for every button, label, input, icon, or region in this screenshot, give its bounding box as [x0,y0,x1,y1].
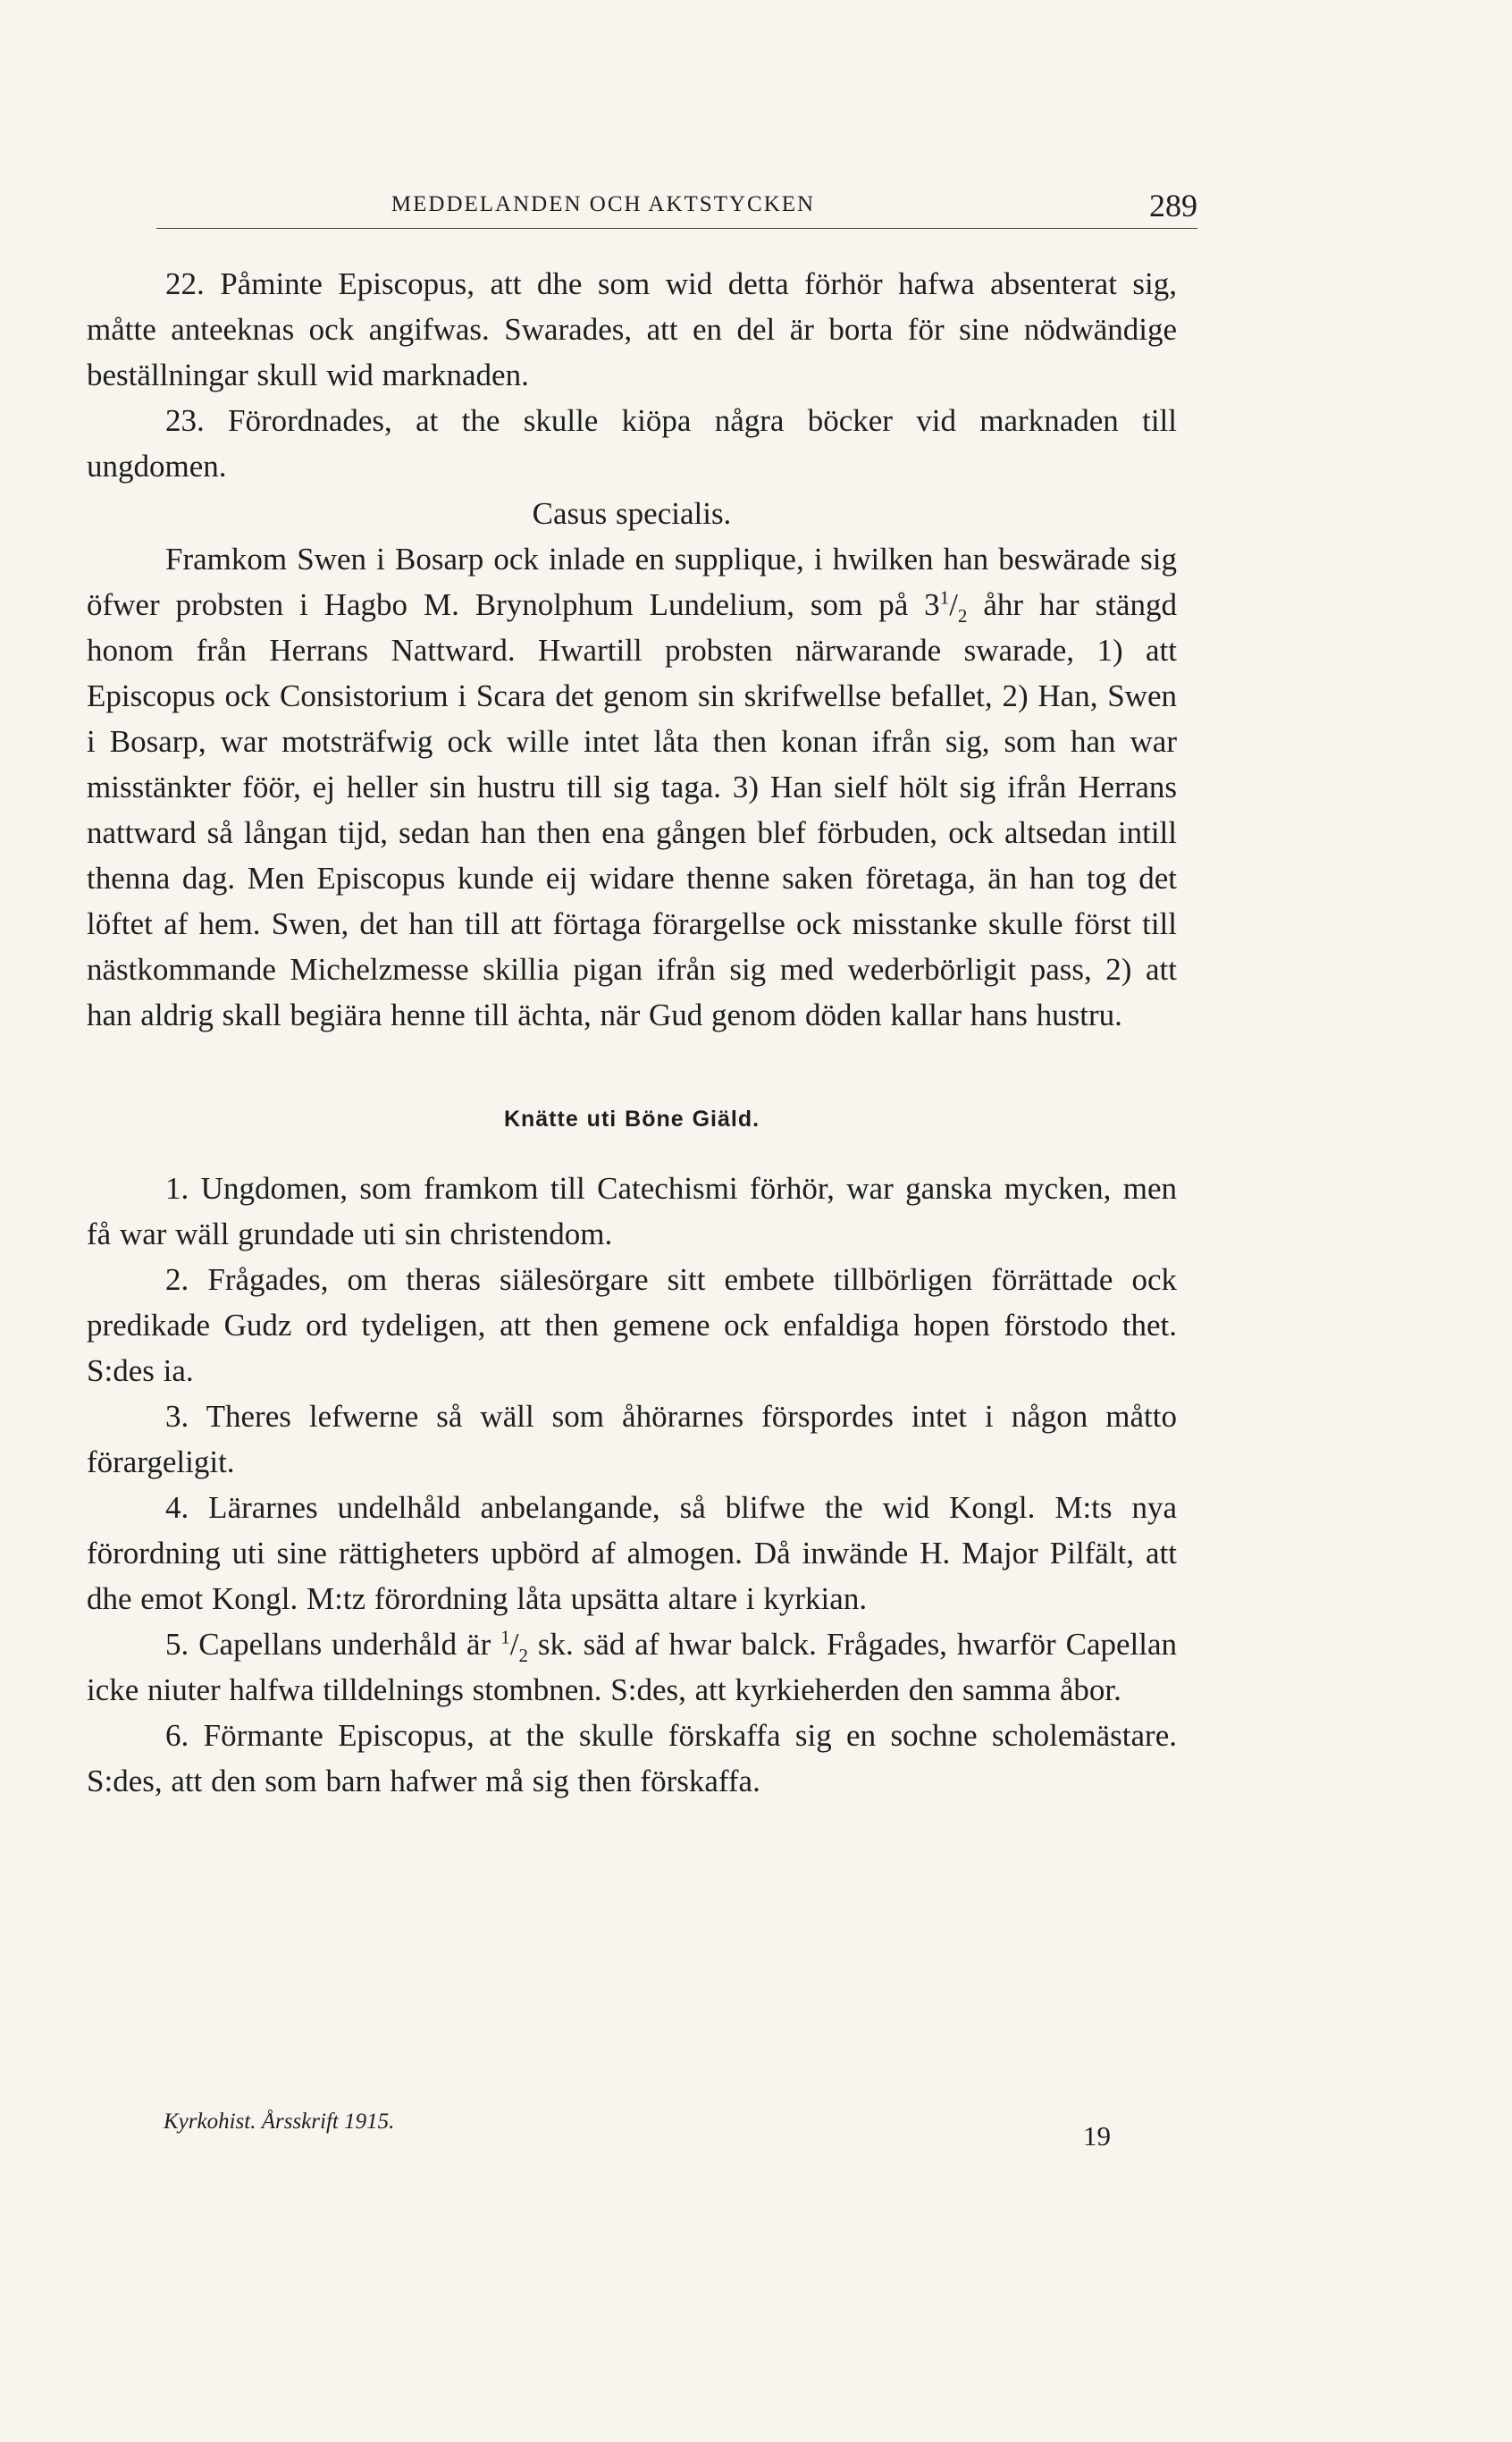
body-text [87,261,1177,1804]
casus-fraction-numerator: 1 [939,586,950,609]
item5-fraction-slash: / [509,1627,519,1662]
paragraph-23: 23. Förordnades, at the skulle kiöpa några böcker vid marknaden till ungdomen. [87,403,1177,484]
paragraph-5 [87,1621,1177,1713]
paragraph-1: 1. Ungdomen, som framkom till Catechismi förhör, war ganska mycken, men få war wäll grundade uti sin christendom. [87,1171,1177,1251]
item5-fraction-denominator: 2 [518,1645,528,1666]
casus-text-part1: Framkom Swen i Bosarp ock inlade en supplique, i hwilken han beswärade sig öfwer probsten i Hagbo M. Brynolphum Lundelium, som på 3 [87,542,1177,622]
page-number: 289 [1149,188,1197,223]
item5-text-part1: 5. Capellans underhåld är [165,1627,501,1662]
paragraph-3: 3. Theres lefwerne så wäll som åhörarnes förspordes intet i någon måtto förargeligit. [87,1399,1177,1479]
paragraph-22: 22. Påminte Episcopus, att dhe som wid detta förhör hafwa absenterat sig, måtte anteeknas ock angifwas. Swarades, att en del är borta för sine nödwändige beställningar skull wid marknaden. [87,266,1177,392]
running-title: MEDDELANDEN OCH AKTSTYCKEN [391,192,816,216]
page-footer [164,2109,1111,2154]
casus-fraction-slash: / [949,587,958,622]
casus-fraction-denominator: 2 [957,605,968,627]
item5-fraction-numerator: 1 [500,1626,510,1648]
section-heading-casus: Casus specialis. [532,496,732,531]
running-header [156,183,1197,229]
paragraph-casus [87,536,1177,1038]
item5-text-part2: sk. säd af hwar balck. Frågades, hwarför Capellan icke niuter halfwa tilldelnings stombnen. S:des, att kyrkieherden den samma åbor. [87,1627,1178,1707]
casus-text-part2: åhr har stängd honom från Herrans Nattward. Hwartill probsten närwarande swarade, 1) att Episcopus ock Consistorium i Scara det genom sin skrifwellse befallet, 2) Han, Swen i Bosarp, war motsträfwig ock wille intet låta then konan ifrån sig, som han war misstänkter föör, ej heller sin hustru till sig taga. 3) Han sielf hölt sig ifrån Herrans nattward så långan tijd, sedan han then ena gången blef förbuden, ock altsedan intill thenna dag. Men Episcopus kunde eij widare thenne saken företaga, än han tog det löftet af hem. Swen, det han till att förtaga förargellse ock misstanke skulle först till nästkommande Michelzmesse skillia pigan ifrån sig med wederbörligit pass, 2) att han aldrig skall begiära henne till ächta, när Gud genom döden kallar hans hustru. [87,587,1177,1032]
paragraph-2: 2. Frågades, om theras siälesörgare sitt embete tillbörligen förrättade ock predikade Gudz ord tydeligen, att then gemene ock enfaldiga hopen förstodo thet. S:des ia. [87,1262,1177,1388]
journal-citation: Kyrkohist. Årsskrift 1915. [164,2109,395,2134]
paragraph-6: 6. Förmante Episcopus, at the skulle förskaffa sig en sochne scholemästare. S:des, att den som barn hafwer må sig then förskaffa. [87,1718,1177,1798]
section-heading-parish: Knätte uti Böne Giäld. [503,1107,760,1132]
signature-mark: 19 [1083,2120,1111,2151]
paragraph-4: 4. Lärarnes undelhåld anbelangande, så blifwe the wid Kongl. M:ts nya förordning uti sine rättigheters upbörd af almogen. Då inwände H. Major Pilfält, att dhe emot Kongl. M:tz förordning låta upsätta altare i kyrkian. [87,1490,1177,1616]
